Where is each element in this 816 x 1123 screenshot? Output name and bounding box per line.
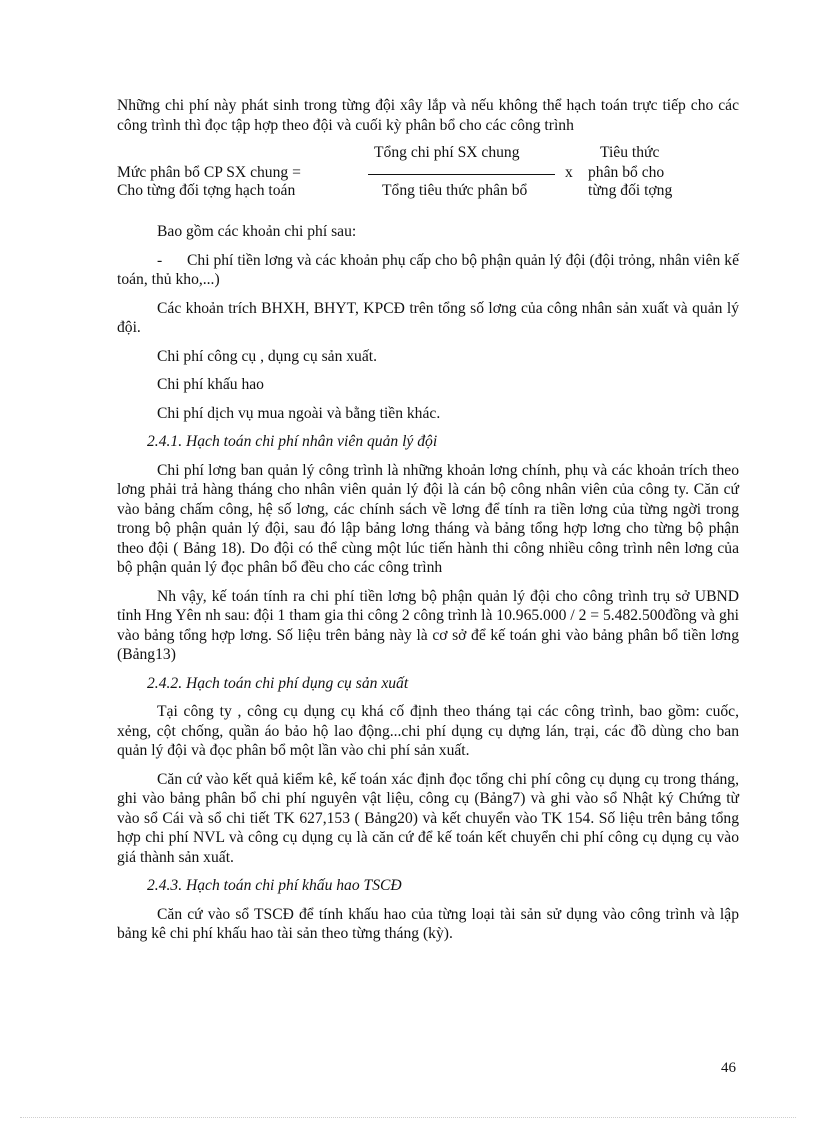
formula-criterion-line1: Tiêu thức bbox=[600, 144, 660, 161]
allocation-formula bbox=[117, 144, 739, 199]
paragraph-depreciation: Chi phí khấu hao bbox=[157, 376, 264, 393]
formula-denominator: Tổng tiêu thức phân bổ bbox=[382, 182, 528, 199]
heading-2-4-2: 2.4.2. Hạch toán chi phí dụng cụ sản xuất bbox=[147, 674, 409, 692]
paragraph-includes: Bao gồm các khoản chi phí sau: bbox=[157, 223, 357, 240]
formula-label-line1: Mức phân bổ CP SX chung = bbox=[117, 164, 301, 181]
paragraph-tools-1: Tại công ty , công cụ dụng cụ khá cố định theo tháng tại các công trình, bao gồm: cuốc, xẻng, cột chống, quần áo bảo hộ lao động...chi phí dụng cụ dựng lán, trại, các đồ dùng cho ban quản lý đội và đọc phân bổ một lần vào chi phí sản xuất. bbox=[117, 703, 739, 759]
list-item-salary bbox=[117, 251, 739, 290]
page-number: 46 bbox=[721, 1060, 736, 1076]
paragraph-tools: Chi phí công cụ , dụng cụ sản xuất. bbox=[157, 347, 378, 365]
formula-label-line2: Cho từng đối tợng hạch toán bbox=[117, 182, 296, 199]
formula-times-sign: x bbox=[565, 164, 573, 181]
paragraph-intro: Những chi phí này phát sinh trong từng đội xây lắp và nếu không thể hạch toán trực tiếp cho các công trình thì đọc tập hợp theo đội và cuối kỳ phân bổ cho các công trình bbox=[117, 97, 739, 134]
formula-numerator: Tổng chi phí SX chung bbox=[374, 144, 520, 161]
heading-2-4-3: 2.4.3. Hạch toán chi phí khấu hao TSCĐ bbox=[147, 877, 402, 894]
formula-criterion-line2: phân bổ cho bbox=[588, 164, 665, 181]
fraction-bar bbox=[368, 174, 555, 175]
paragraph-salary-2: Nh vậy, kế toán tính ra chi phí tiền lơng bộ phận quản lý đội cho công trình trụ sở UBND tỉnh Hng Yên nh sau: đội 1 tham gia thi công 2 công trình là 10.965.000 / 2 = 5.482.500đồng và ghi vào bảng tổng hợp lơng. Số liệu trên bảng này là cơ sở để kế toán ghi vào bảng phân bổ tiền lơng (Bảng13) bbox=[117, 587, 739, 663]
list-item-salary-text: Chi phí tiền lơng và các khoản phụ cấp cho bộ phận quản lý đội (đội trỏng, nhân viên kế toán, thủ kho,...) bbox=[117, 251, 739, 288]
paragraph-services: Chi phí dịch vụ mua ngoài và bằng tiền khác. bbox=[157, 404, 441, 422]
dash-bullet: - bbox=[157, 251, 163, 269]
paragraph-fixed-assets: Căn cứ vào sổ TSCĐ để tính khấu hao của từng loại tài sản sử dụng vào công trình và lập bảng kê chi phí khấu hao tài sản theo từng tháng (kỳ). bbox=[117, 905, 739, 942]
paragraph-tools-2: Căn cứ vào kết quả kiểm kê, kế toán xác định đọc tổng chi phí công cụ dụng cụ trong tháng, ghi vào bảng phân bổ chi phí nguyên vật liệu, công cụ (Bảng7) và ghi vào sổ Nhật ký Chứng từ vào sổ Cái và sổ chi tiết TK 627,153 ( Bảng20) và kết chuyển vào TK 154. Số liệu trên bảng tổng hợp chi phí NVL và công cụ dụng cụ là căn cứ để kế toán kết chuyển chi phí công cụ dụng cụ vào giá thành sản xuất. bbox=[117, 770, 739, 866]
paragraph-deductions: Các khoản trích BHXH, BHYT, KPCĐ trên tổng số lơng của công nhân sản xuất và quản lý đội. bbox=[117, 299, 739, 336]
formula-criterion-line3: từng đối tợng bbox=[588, 182, 673, 199]
paragraph-salary-1: Chi phí lơng ban quản lý công trình là những khoản lơng chính, phụ và các khoản trích theo lơng phải trả hàng tháng cho nhân viên quản lý đội là cán bộ công nhân viên của công ty. Căn cứ vào bảng chấm công, hệ số lơng, các chính sách về lơng để tính ra tiền lơng của từng ngời trong trong bộ phận quản lý đội, sau đó lập bảng lơng tháng và bảng tổng hợp lơng cho từng bộ phận theo đội ( Bảng 18). Do đội có thể cùng một lúc tiến hành thi công nhiều công trình nên lơng của bộ phận quản lý đọc phân bổ đều cho các công trình bbox=[117, 461, 739, 576]
footer-divider bbox=[20, 1117, 796, 1118]
heading-2-4-1: 2.4.1. Hạch toán chi phí nhân viên quản lý đội bbox=[147, 433, 438, 450]
document-page bbox=[117, 96, 739, 953]
